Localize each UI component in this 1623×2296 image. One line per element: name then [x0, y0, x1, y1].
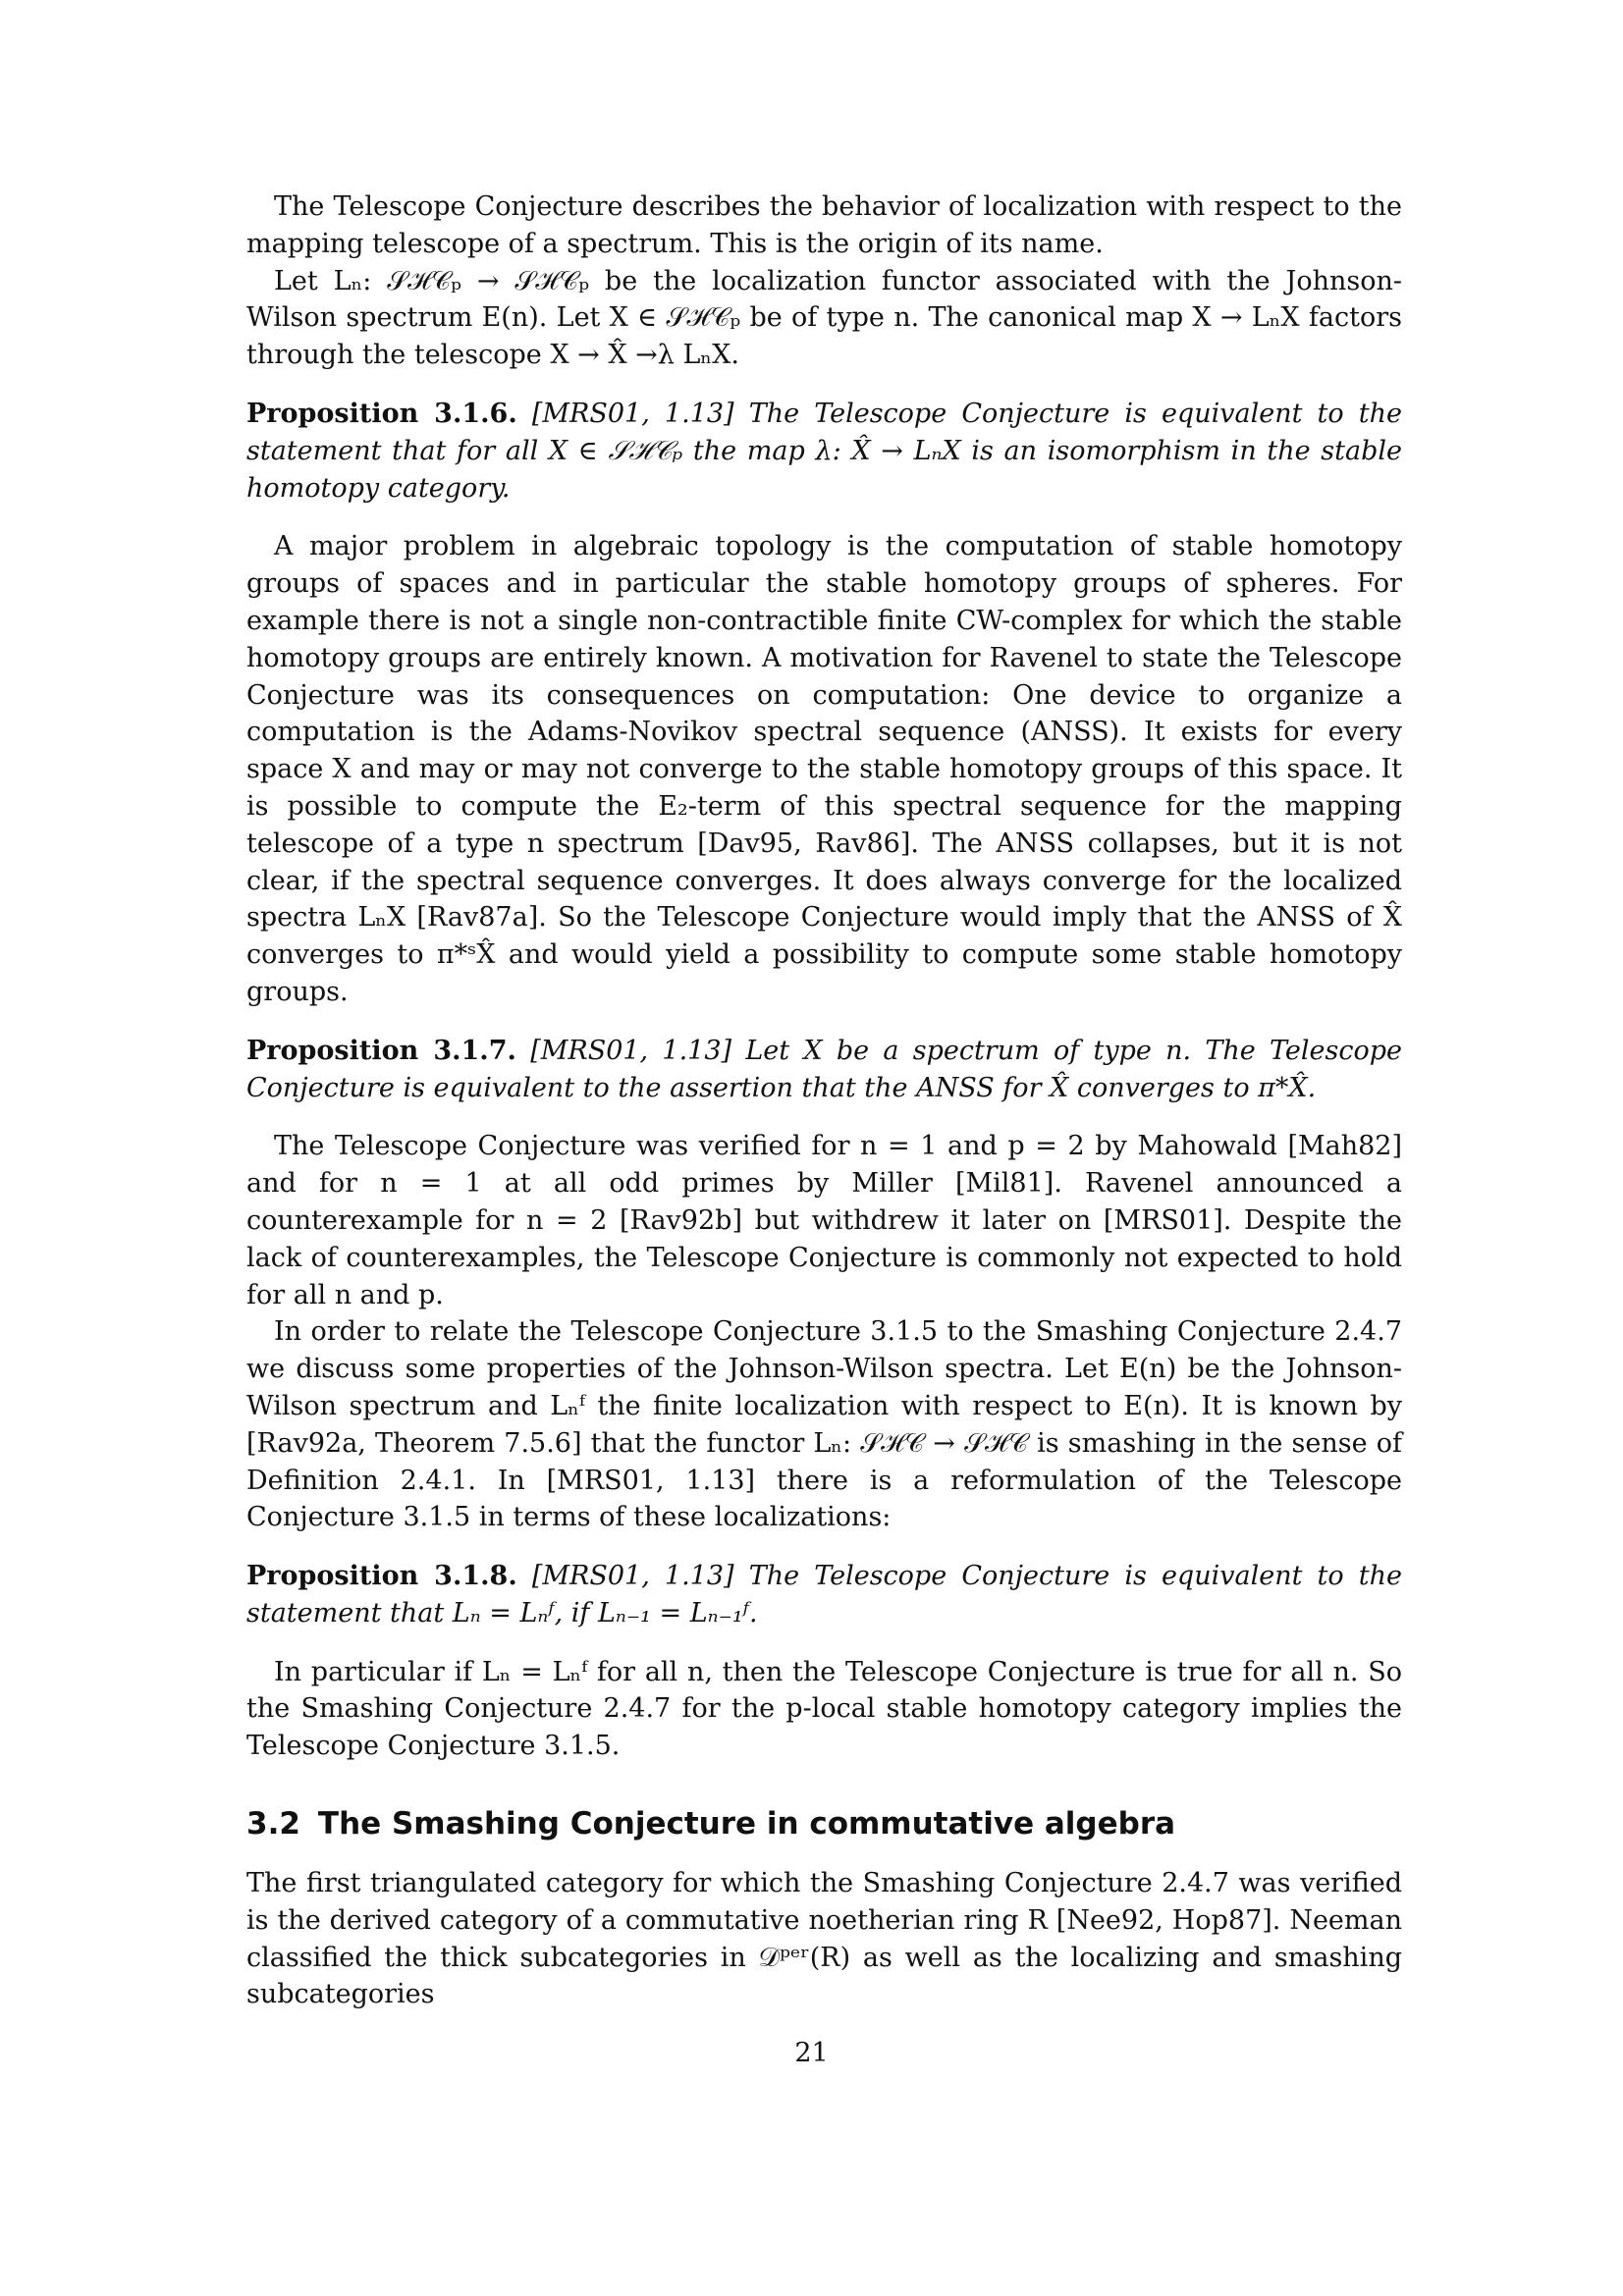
paragraph-motivation: A major problem in algebraic topology is the computation of stable homotopy groups of spaces and in particular the stable homotopy groups of spheres. For example there is not a single non-contractible finite CW-complex for which the stable homotopy groups are entirely known. A motivation for Ravenel to state the Telescope Conjecture was its consequences on computation: One device to organize a computation is the Adams-Novikov spectral sequence (ANSS). It exists for every space X and may or may not converge to the stable homotopy groups of this space. It is possible to compute the E₂-term of this spectral sequence for the mapping telescope of a type n spectrum [Dav95, Rav86]. The ANSS collapses, but it is not clear, if the spectral sequence converges. It does always converge for the localized spectra LₙX [Rav87a]. So the Telescope Conjecture would imply that the ANSS of X̂ converges to π*ˢX̂ and would yield a possibility to compute some stable homotopy groups.	[246, 531, 1402, 1007]
proposition-body: [MRS01, 1.13] The Telescope Conjecture is equivalent to the statement that for all X ∈ 𝒮ℋ𝒞ₚ the map λ: X̂ → LₙX is an isomorphism in the stable homotopy category.	[246, 398, 1402, 504]
page-content	[246, 188, 1402, 2013]
section-heading	[246, 1804, 1402, 1843]
proposition-body: [MRS01, 1.13] Let X be a spectrum of type n. The Telescope Conjecture is equivalent to the assertion that the ANSS for X̂ converges to π*X̂.	[246, 1035, 1403, 1103]
proposition-label: Proposition 3.1.6.	[246, 398, 517, 429]
proposition-3-1-6	[246, 396, 1402, 507]
paragraph-verification-history: The Telescope Conjecture was verified for n = 1 and p = 2 by Mahowald [Mah82] and for n = 1 at all odd primes by Miller [Mil81]. Ravenel announced a counterexample for n = 2 [Rav92b] but withdrew it later on [MRS01]. Despite the lack of counterexamples, the Telescope Conjecture is commonly not expected to hold for all n and p.	[246, 1131, 1402, 1310]
proposition-body: [MRS01, 1.13] The Telescope Conjecture is equivalent to the statement that Lₙ = Lₙᶠ, if Lₙ₋₁ = Lₙ₋₁ᶠ.	[246, 1561, 1402, 1629]
proposition-label: Proposition 3.1.7.	[246, 1035, 516, 1066]
proposition-3-1-7	[246, 1033, 1402, 1107]
paragraph-telescope-origin: The Telescope Conjecture describes the behavior of localization with respect to the mapping telescope of a spectrum. This is the origin of its name.	[246, 191, 1402, 259]
paragraph-localization-functor: Let Lₙ: 𝒮ℋ𝒞ₚ → 𝒮ℋ𝒞ₚ be the localization functor associated with the Johnson-Wilson spectrum E(n). Let X ∈ 𝒮ℋ𝒞ₚ be of type n. The canonical map X → LₙX factors through the telescope X → X̂ →λ LₙX.	[246, 265, 1402, 371]
section-number: 3.2	[246, 1806, 300, 1842]
paragraph-smashing-implies-telescope: In particular if Lₙ = Lₙᶠ for all n, then the Telescope Conjecture is true for all n. So the Smashing Conjecture 2.4.7 for the p-local stable homotopy category implies the Telescope Conjecture 3.1.5.	[246, 1656, 1402, 1762]
section-title: The Smashing Conjecture in commutative algebra	[317, 1806, 1176, 1842]
paragraph-johnson-wilson: In order to relate the Telescope Conjecture 3.1.5 to the Smashing Conjecture 2.4.7 we discuss some properties of the Johnson-Wilson spectra. Let E(n) be the Johnson-Wilson spectrum and Lₙᶠ the finite localization with respect to E(n). It is known by [Rav92a, Theorem 7.5.6] that the functor Lₙ: 𝒮ℋ𝒞 → 𝒮ℋ𝒞 is smashing in the sense of Definition 2.4.1. In [MRS01, 1.13] there is a reformulation of the Telescope Conjecture 3.1.5 in terms of these localizations:	[246, 1316, 1402, 1533]
proposition-3-1-8	[246, 1558, 1402, 1632]
page-number: 21	[794, 2038, 829, 2068]
proposition-label: Proposition 3.1.8.	[246, 1561, 517, 1592]
paragraph-commutative-algebra: The first triangulated category for which the Smashing Conjecture 2.4.7 was verified is the derived category of a commutative noetherian ring R [Nee92, Hop87]. Neeman classified the thick subcategories in 𝒟ᵖᵉʳ(R) as well as the localizing and smashing subcategories	[246, 1868, 1402, 2010]
